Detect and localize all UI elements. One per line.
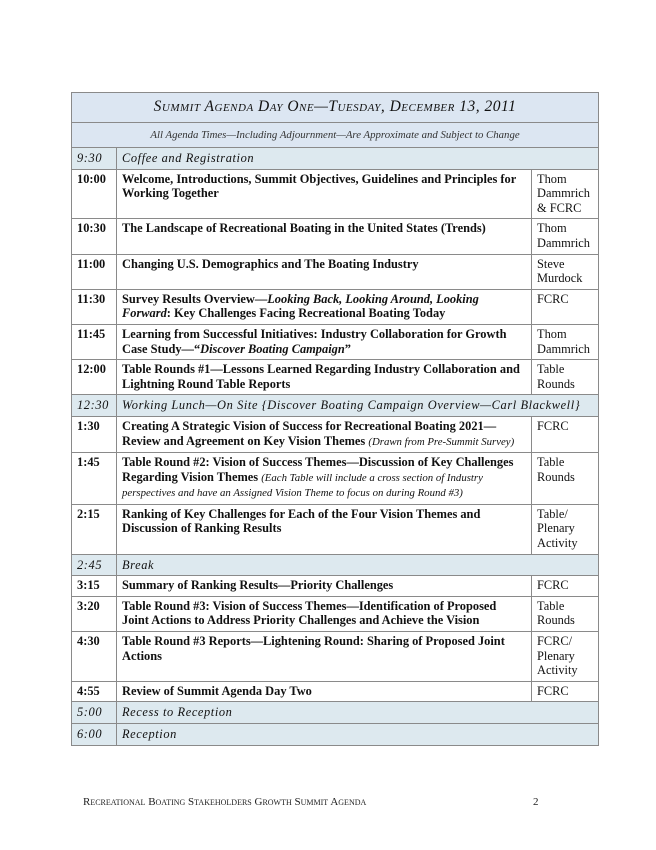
row-description: Table Round #3 Reports—Lightening Round: Sharing of Proposed Joint Actions [117, 632, 532, 682]
band-label: Working Lunch—On Site {Discover Boating Campaign Overview—Carl Blackwell} [117, 395, 599, 417]
desc-italic-part: Looking Back, Looking Around, Looking Forward [122, 291, 479, 321]
desc-part: : Key Challenges Facing Recreational Boating Today [166, 306, 446, 321]
agenda-row [72, 681, 599, 702]
agenda-row [72, 596, 599, 631]
row-description [117, 324, 532, 359]
row-time: 11:30 [72, 289, 117, 324]
agenda-band-row [72, 148, 599, 170]
row-description: Welcome, Introductions, Summit Objectives, Guidelines and Principles for Working Together [117, 169, 532, 219]
desc-note: (Drawn from Pre-Summit Survey) [368, 435, 515, 448]
band-time: 2:45 [72, 554, 117, 576]
row-time: 12:00 [72, 360, 117, 395]
agenda-band-row [72, 702, 599, 724]
row-description [117, 416, 532, 452]
row-time: 3:15 [72, 576, 117, 597]
row-description: Ranking of Key Challenges for Each of the Four Vision Themes and Discussion of Ranking Results [117, 504, 532, 554]
row-presenter: Table Rounds [532, 596, 599, 631]
agenda-row [72, 360, 599, 395]
row-presenter: FCRC/ Plenary Activity [532, 632, 599, 682]
agenda-row [72, 453, 599, 505]
agenda-row [72, 504, 599, 554]
row-description: Table Rounds #1—Lessons Learned Regarding Industry Collaboration and Lightning Round Table Reports [117, 360, 532, 395]
desc-part: Survey Results Overview— [122, 291, 268, 306]
row-presenter: FCRC [532, 416, 599, 452]
row-time: 10:30 [72, 219, 117, 254]
row-time: 11:00 [72, 254, 117, 289]
row-time: 4:55 [72, 681, 117, 702]
agenda-band-row [72, 395, 599, 417]
row-time: 4:30 [72, 632, 117, 682]
agenda-table [71, 92, 599, 746]
row-presenter: Thom Dammrich & FCRC [532, 169, 599, 219]
page-number: 2 [533, 796, 539, 808]
row-presenter: FCRC [532, 576, 599, 597]
row-presenter: Table Rounds [532, 453, 599, 505]
agenda-row [72, 576, 599, 597]
agenda-row [72, 219, 599, 254]
row-description: Changing U.S. Demographics and The Boating Industry [117, 254, 532, 289]
band-label: Reception [117, 724, 599, 746]
band-label: Break [117, 554, 599, 576]
band-time: 6:00 [72, 724, 117, 746]
row-presenter: Table Rounds [532, 360, 599, 395]
band-time: 9:30 [72, 148, 117, 170]
row-description: Summary of Ranking Results—Priority Challenges [117, 576, 532, 597]
band-time: 12:30 [72, 395, 117, 417]
row-time: 1:45 [72, 453, 117, 505]
agenda-row [72, 254, 599, 289]
agenda-band-row [72, 724, 599, 746]
row-description: Review of Summit Agenda Day Two [117, 681, 532, 702]
desc-part: ” [344, 341, 351, 356]
agenda-row [72, 169, 599, 219]
row-presenter: FCRC [532, 681, 599, 702]
band-label: Recess to Reception [117, 702, 599, 724]
row-description: The Landscape of Recreational Boating in the United States (Trends) [117, 219, 532, 254]
agenda-row [72, 416, 599, 452]
agenda-title: Summit Agenda Day One—Tuesday, December 13, 2011 [72, 93, 599, 123]
row-time: 1:30 [72, 416, 117, 452]
row-time: 11:45 [72, 324, 117, 359]
desc-part: Creating A Strategic Vision of Success for Recreational Boating 2021—Review and Agreement on Key Vision Themes [122, 418, 497, 448]
agenda-band-row [72, 554, 599, 576]
subtitle-row [72, 123, 599, 148]
row-presenter: Table/ Plenary Activity [532, 504, 599, 554]
desc-part: Table Round #2: Vision of Success Themes—Discussion of Key Challenges Regarding Vision Themes [122, 455, 514, 484]
desc-part: Learning from Successful Initiatives: Industry Collaboration for Growth Case Study—“ [122, 326, 507, 356]
row-description [117, 289, 532, 324]
agenda-row [72, 632, 599, 682]
page-footer: Recreational Boating Stakeholders Growth Summit Agenda [83, 796, 367, 808]
desc-note: (Each Table will include a cross section of Industry perspectives and have an Assigned Vision Theme to focus on during Round #3) [122, 471, 483, 500]
agenda-row [72, 324, 599, 359]
row-time: 10:00 [72, 169, 117, 219]
row-presenter: Thom Dammrich [532, 324, 599, 359]
row-presenter: Steve Murdock [532, 254, 599, 289]
band-time: 5:00 [72, 702, 117, 724]
title-row [72, 93, 599, 123]
row-description [117, 453, 532, 505]
agenda-subtitle: All Agenda Times—Including Adjournment—Are Approximate and Subject to Change [72, 123, 599, 148]
row-time: 2:15 [72, 504, 117, 554]
row-time: 3:20 [72, 596, 117, 631]
desc-italic-part: Discover Boating Campaign [200, 341, 345, 356]
band-label: Coffee and Registration [117, 148, 599, 170]
agenda-row [72, 289, 599, 324]
row-description: Table Round #3: Vision of Success Themes—Identification of Proposed Joint Actions to Address Priority Challenges and Achieve the Vision [117, 596, 532, 631]
row-presenter: FCRC [532, 289, 599, 324]
row-presenter: Thom Dammrich [532, 219, 599, 254]
